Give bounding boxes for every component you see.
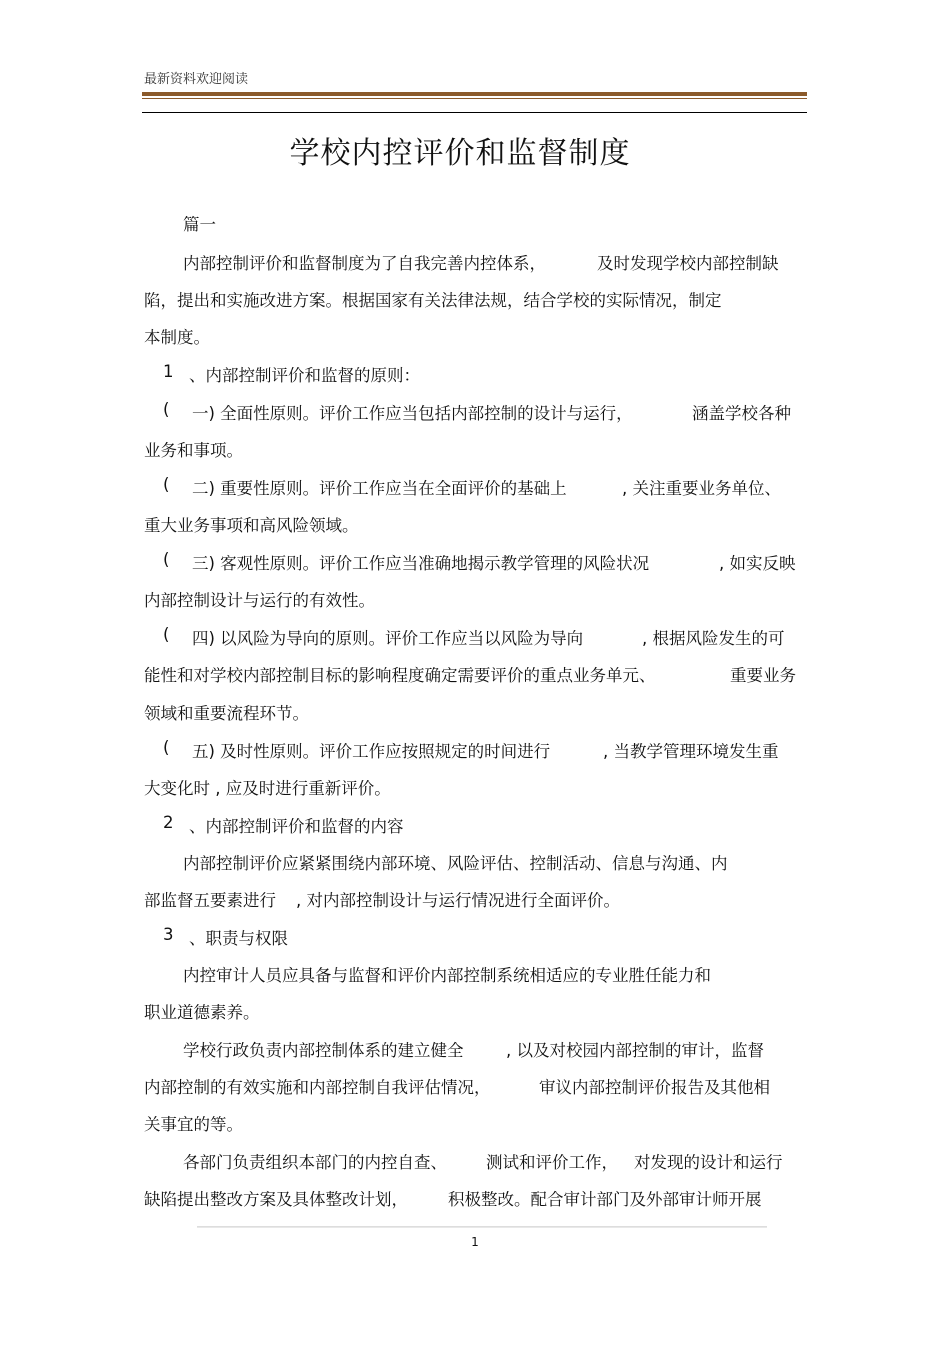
body-text: 内控审计人员应具备与监督和评价内部控制系统相适应的专业胜任能力和 — [183, 966, 711, 985]
body-text: 五) 及时性原则。评价工作应按照规定的时间进行 — [192, 742, 551, 761]
body-text: 重要业务 — [730, 666, 796, 685]
body-text: 二) 重要性原则。评价工作应当在全面评价的基础上 — [192, 479, 567, 498]
body-text: 重大业务事项和高风险领域。 — [144, 516, 359, 535]
body-text: , 对内部控制设计与运行情况进行全面评价。 — [296, 891, 620, 910]
body-text: 职业道德素养。 — [144, 1003, 260, 1022]
body-text: 内部控制评价和监督制度为了自我完善内控体系， — [183, 254, 546, 273]
page-number: 1 — [471, 1235, 479, 1249]
heading-number: 1 — [163, 362, 174, 381]
header-rule-thin — [142, 98, 807, 99]
header-rule-black — [142, 112, 807, 113]
body-text: 内部控制评价应紧紧围绕内部环境、风险评估、控制活动、信息与沟通、内 — [183, 854, 728, 873]
heading-text: 、内部控制评价和监督的内容 — [189, 817, 404, 836]
body-text: , 根据风险发生的可 — [642, 629, 785, 648]
body-text: , 如实反映 — [719, 554, 796, 573]
body-text: 大变化时 , 应及时进行重新评价。 — [144, 779, 391, 798]
body-text: 陷，提出和实施改进方案。根据国家有关法律法规，结合学校的实际情况，制定 — [144, 291, 722, 310]
paren-open: ( — [163, 625, 170, 644]
body-text: 学校行政负责内部控制体系的建立健全 — [183, 1041, 464, 1060]
body-text: 测试和评价工作， — [486, 1153, 618, 1172]
body-text: 能性和对学校内部控制目标的影响程度确定需要评价的重点业务单元、 — [144, 666, 656, 685]
body-text: 涵盖学校各种 — [692, 404, 791, 423]
heading-number: 3 — [163, 925, 174, 944]
body-text: 积极整改。配合审计部门及外部审计师开展 — [448, 1190, 762, 1209]
body-text: 部监督五要素进行 — [144, 891, 276, 910]
body-text: 及时发现学校内部控制缺 — [597, 254, 779, 273]
body-text: 内部控制设计与运行的有效性。 — [144, 591, 375, 610]
heading-text: 、内部控制评价和监督的原则： — [189, 366, 420, 385]
paren-open: ( — [163, 550, 170, 569]
body-text: , 当教学管理环境发生重 — [603, 742, 779, 761]
body-text: 本制度。 — [144, 328, 210, 347]
body-text: 领域和重要流程环节。 — [144, 704, 309, 723]
header-rule-thick — [142, 92, 807, 96]
paren-open: ( — [163, 738, 170, 757]
body-text: 三) 客观性原则。评价工作应当准确地揭示教学管理的风险状况 — [192, 554, 650, 573]
body-text: 对发现的设计和运行 — [634, 1153, 783, 1172]
body-text: 关事宜的等。 — [144, 1115, 243, 1134]
document-title: 学校内控评价和监督制度 — [289, 136, 631, 171]
body-text: 缺陷提出整改方案及具体整改计划， — [144, 1190, 408, 1209]
footer-rule — [197, 1226, 767, 1228]
paren-open: ( — [163, 400, 170, 419]
body-text: 审议内部控制评价报告及其他相 — [539, 1078, 770, 1097]
body-text: 各部门负责组织本部门的内控自查、 — [183, 1153, 447, 1172]
body-text: , 以及对校园内部控制的审计，监督 — [506, 1041, 764, 1060]
body-text: , 关注重要业务单位、 — [622, 479, 781, 498]
paren-open: ( — [163, 475, 170, 494]
body-text: 一) 全面性原则。评价工作应当包括内部控制的设计与运行， — [192, 404, 633, 423]
body-text: 四) 以风险为导向的原则。评价工作应当以风险为导向 — [192, 629, 584, 648]
body-text: 内部控制的有效实施和内部控制自我评估情况， — [144, 1078, 491, 1097]
page-header-text: 最新资料欢迎阅读 — [144, 72, 249, 87]
body-text: 业务和事项。 — [144, 441, 243, 460]
heading-number: 2 — [163, 813, 174, 832]
section-label: 篇一 — [183, 215, 216, 234]
heading-text: 、职责与权限 — [189, 929, 288, 948]
